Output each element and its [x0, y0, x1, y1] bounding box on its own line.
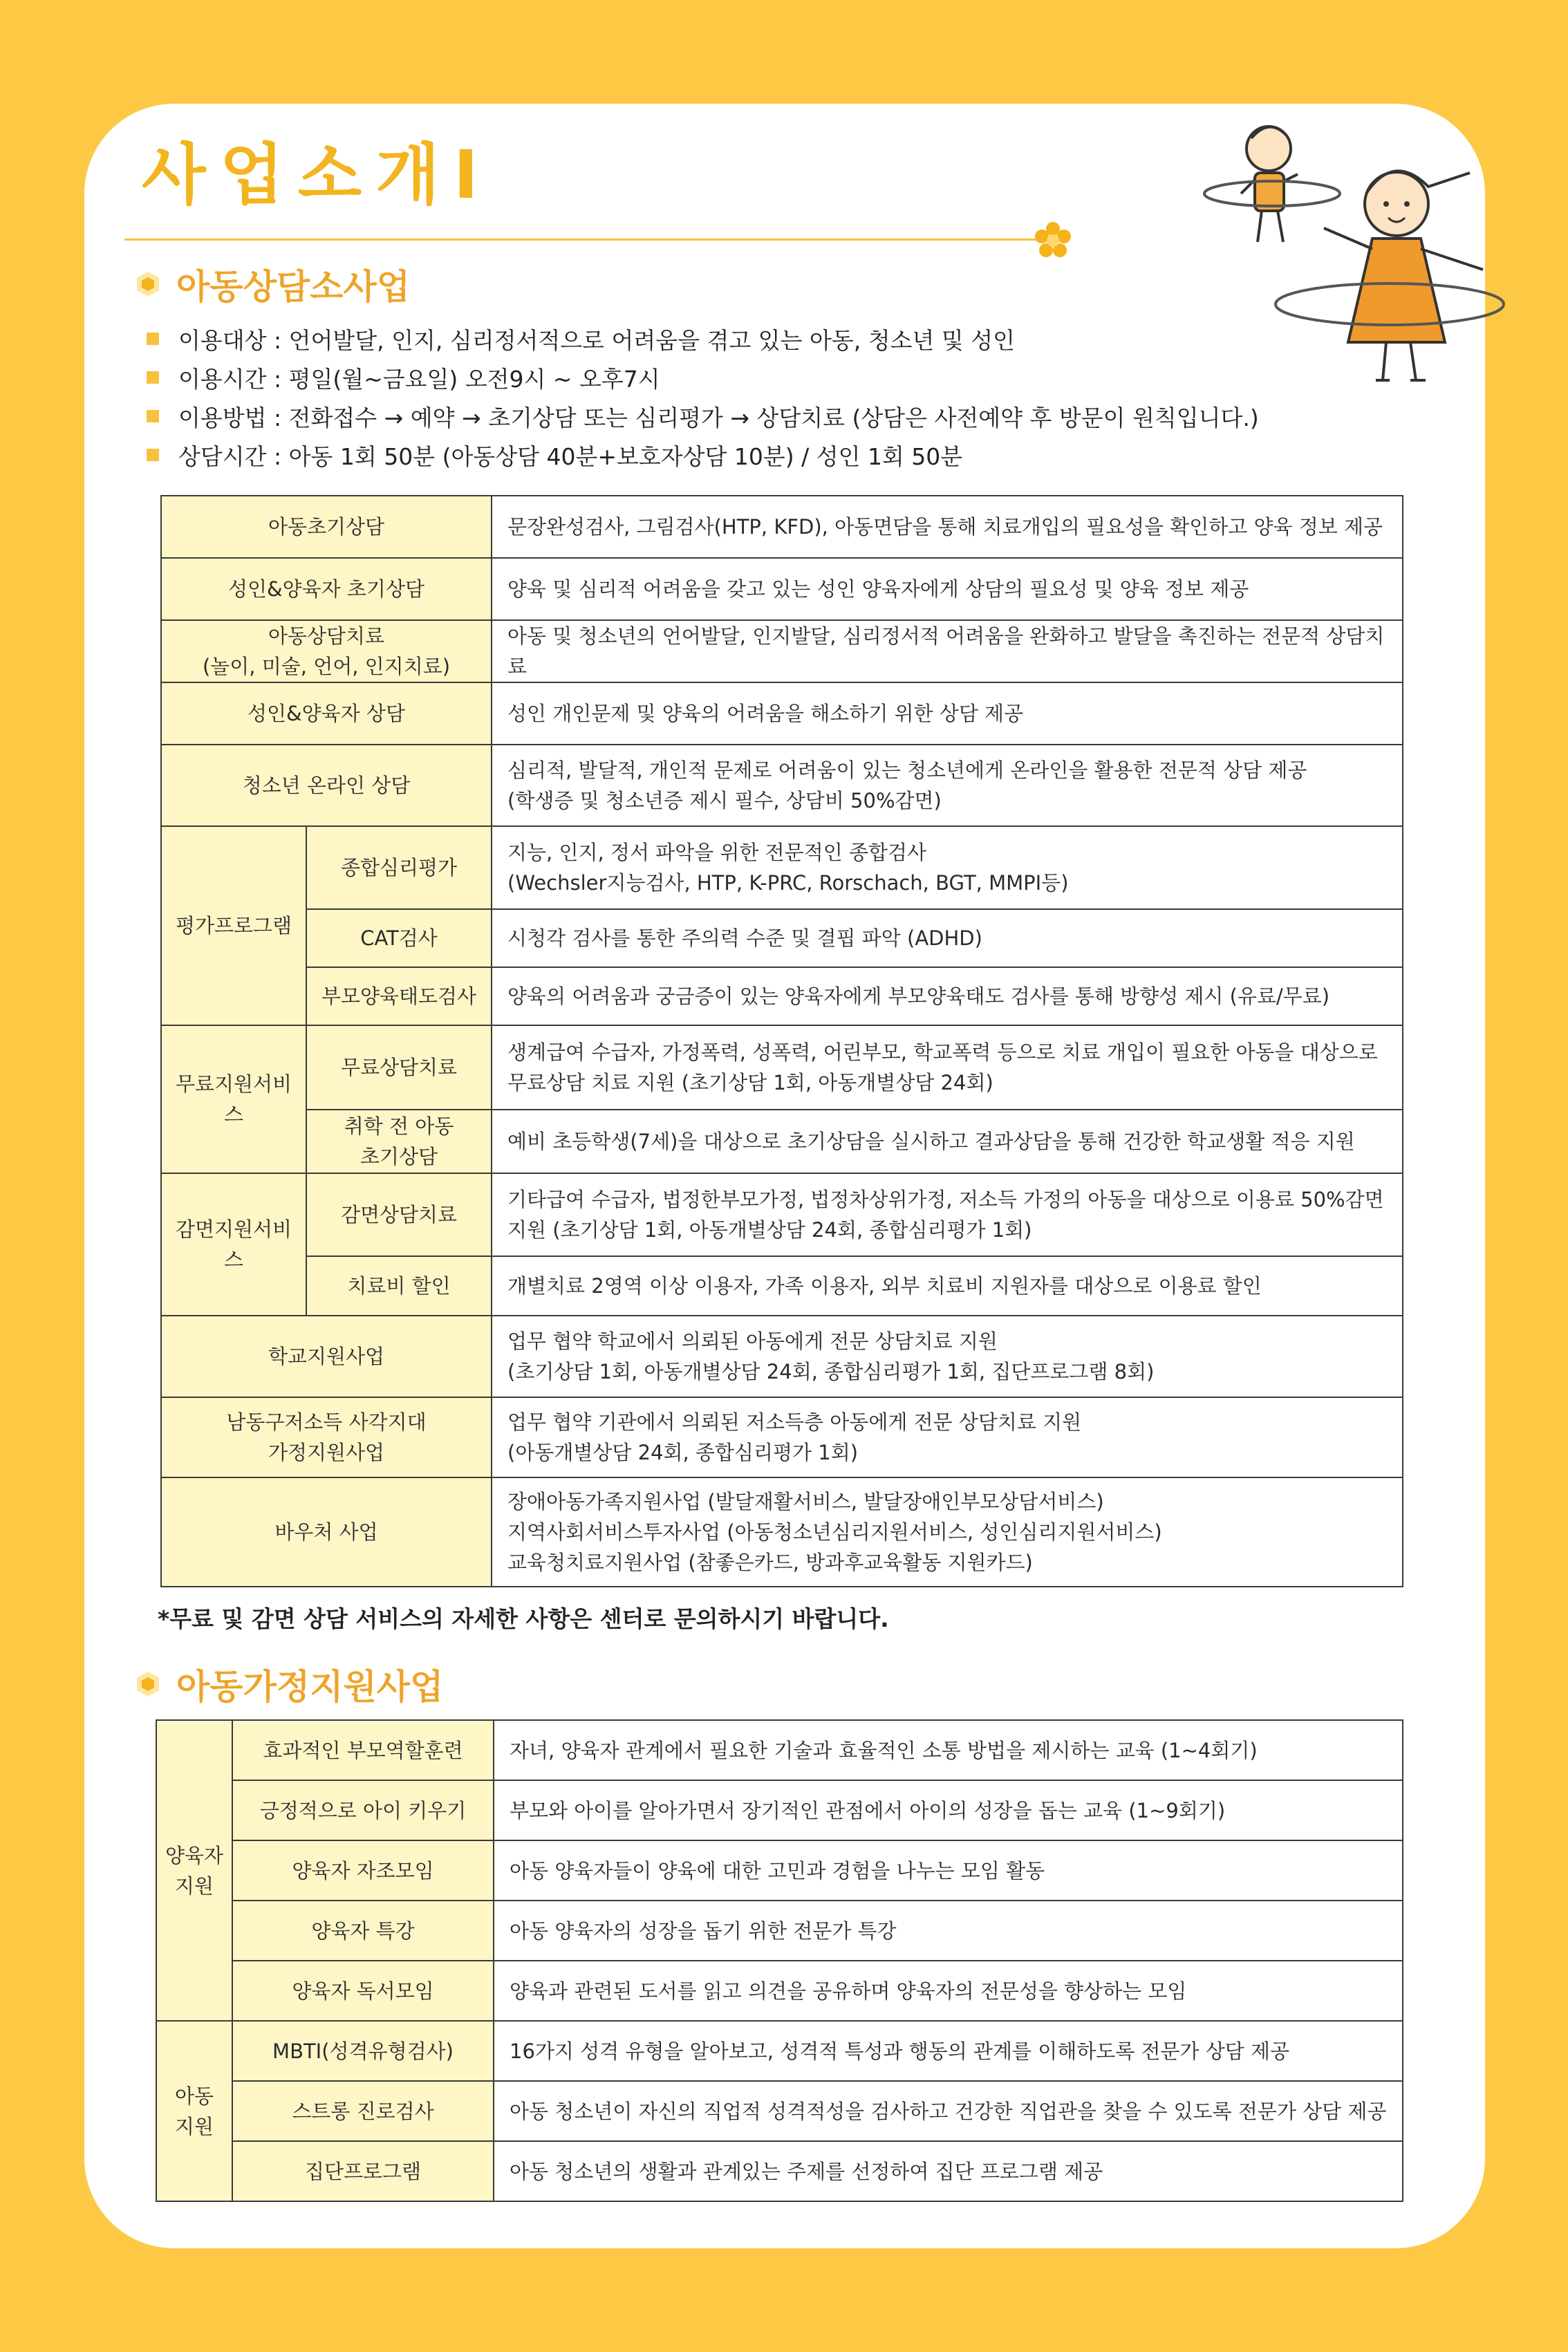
counseling-services-table — [160, 495, 1403, 1587]
service-description: 개별치료 2영역 이상 이용자, 가족 이용자, 외부 치료비 지원자를 대상으로 이용료 할인 — [492, 1256, 1403, 1316]
table-row — [161, 496, 1403, 558]
list-item — [147, 358, 1460, 397]
service-description: 업무 협약 기관에서 의뢰된 저소득층 아동에게 전문 상담치료 지원 (아동개별상담 24회, 종합심리평가 1회) — [492, 1397, 1403, 1477]
service-name: 학교지원사업 — [161, 1316, 492, 1397]
table-row — [156, 2081, 1403, 2141]
service-name: 아동초기상담 — [161, 496, 492, 558]
service-name: 바우처 사업 — [161, 1477, 492, 1587]
service-name: 성인&양육자 상담 — [161, 682, 492, 745]
program-name: 양육자 특강 — [232, 1901, 494, 1961]
hexagon-bullet-icon — [135, 1671, 161, 1697]
service-name: 성인&양육자 초기상담 — [161, 558, 492, 620]
service-group: 무료지원서비스 — [161, 1025, 306, 1173]
program-name: 스트롱 진로검사 — [232, 2081, 494, 2141]
section-heading-text: 아동가정지원사업 — [176, 1667, 444, 1707]
list-item — [147, 397, 1460, 436]
table-row — [161, 1256, 1403, 1316]
program-description: 아동 청소년이 자신의 직업적 성격적성을 검사하고 건강한 직업관을 찾을 수 있도록 전문가 상담 제공 — [494, 2081, 1403, 2141]
table-row — [161, 1110, 1403, 1173]
service-description: 심리적, 발달적, 개인적 문제로 어려움이 있는 청소년에게 온라인을 활용한 전문적 상담 제공 (학생증 및 청소년증 제시 필수, 상담비 50%감면) — [492, 745, 1403, 826]
service-group: 평가프로그램 — [161, 826, 306, 1025]
service-name: 무료상담치료 — [306, 1025, 492, 1110]
title-divider — [124, 239, 1044, 241]
service-name: CAT검사 — [306, 909, 492, 967]
program-name: 효과적인 부모역할훈련 — [232, 1720, 494, 1780]
section-heading-counseling — [135, 259, 410, 309]
program-description: 아동 양육자의 성장을 돕기 위한 전문가 특강 — [494, 1901, 1403, 1961]
table-row — [161, 1025, 1403, 1110]
page-title: 사업소개Ⅰ — [142, 136, 492, 214]
table-row — [161, 745, 1403, 826]
program-name: 양육자 자조모임 — [232, 1840, 494, 1901]
service-description: 장애아동가족지원사업 (발달재활서비스, 발달장애인부모상담서비스) 지역사회서비스투자사업 (아동청소년심리지원서비스, 성인심리지원서비스) 교육청치료지원사업 (참좋은카드, 방과후교육활동 지원카드) — [492, 1477, 1403, 1587]
service-name: 청소년 온라인 상담 — [161, 745, 492, 826]
table-row — [161, 1397, 1403, 1477]
service-name: 감면상담치료 — [306, 1173, 492, 1256]
table-row — [161, 826, 1403, 909]
table-row — [156, 1901, 1403, 1961]
service-name: 남동구저소득 사각지대 가정지원사업 — [161, 1397, 492, 1477]
table-row — [161, 682, 1403, 745]
program-description: 아동 양육자들이 양육에 대한 고민과 경험을 나누는 모임 활동 — [494, 1840, 1403, 1901]
service-name: 취학 전 아동 초기상담 — [306, 1110, 492, 1173]
table-row — [156, 1780, 1403, 1840]
service-description: 지능, 인지, 정서 파악을 위한 전문적인 종합검사 (Wechsler지능검사, HTP, K-PRC, Rorschach, BGT, MMPI등) — [492, 826, 1403, 909]
service-description: 양육의 어려움과 궁금증이 있는 양육자에게 부모양육태도 검사를 통해 방향성 제시 (유료/무료) — [492, 967, 1403, 1025]
table-row — [156, 1840, 1403, 1901]
service-group: 감면지원서비스 — [161, 1173, 306, 1316]
program-description: 자녀, 양육자 관계에서 필요한 기술과 효율적인 소통 방법을 제시하는 교육 (1~4회기) — [494, 1720, 1403, 1780]
service-description: 시청각 검사를 통한 주의력 수준 및 결핍 파악 (ADHD) — [492, 909, 1403, 967]
program-name: 긍정적으로 아이 키우기 — [232, 1780, 494, 1840]
service-name: 치료비 할인 — [306, 1256, 492, 1316]
square-bullet-icon — [147, 333, 159, 345]
support-group: 양육자 지원 — [156, 1720, 232, 2021]
program-description: 양육과 관련된 도서를 읽고 의견을 공유하며 양육자의 전문성을 향상하는 모임 — [494, 1961, 1403, 2021]
table-row — [156, 1961, 1403, 2021]
table-row — [161, 1173, 1403, 1256]
table-row — [161, 1477, 1403, 1587]
service-description: 업무 협약 학교에서 의뢰된 아동에게 전문 상담치료 지원 (초기상담 1회, 아동개별상담 24회, 종합심리평가 1회, 집단프로그램 8회) — [492, 1316, 1403, 1397]
program-description: 16가지 성격 유형을 알아보고, 성격적 특성과 행동의 관계를 이해하도록 전문가 상담 제공 — [494, 2021, 1403, 2081]
program-name: 집단프로그램 — [232, 2141, 494, 2201]
service-name: 아동상담치료 (놀이, 미술, 언어, 인지치료) — [161, 620, 492, 682]
program-description: 아동 청소년의 생활과 관계있는 주제를 선정하여 집단 프로그램 제공 — [494, 2141, 1403, 2201]
service-description: 양육 및 심리적 어려움을 갖고 있는 성인 양육자에게 상담의 필요성 및 양육 정보 제공 — [492, 558, 1403, 620]
list-item-text: 이용시간 : 평일(월~금요일) 오전9시 ~ 오후7시 — [178, 365, 660, 393]
table-row — [156, 2021, 1403, 2081]
service-name: 종합심리평가 — [306, 826, 492, 909]
square-bullet-icon — [147, 371, 159, 384]
hexagon-bullet-icon — [135, 271, 161, 297]
square-bullet-icon — [147, 410, 159, 422]
section-heading-text: 아동상담소사업 — [176, 267, 411, 307]
table-row — [161, 909, 1403, 967]
list-item-text: 이용방법 : 전화접수 → 예약 → 초기상담 또는 심리평가 → 상담치료 (상담은 사전예약 후 방문이 원칙입니다.) — [178, 404, 1259, 431]
footnote: *무료 및 감면 상담 서비스의 자세한 사항은 센터로 문의하시기 바랍니다. — [158, 1605, 889, 1632]
usage-info-list — [147, 319, 1460, 474]
table-row — [161, 967, 1403, 1025]
program-name: 양육자 독서모임 — [232, 1961, 494, 2021]
table-row — [161, 620, 1403, 682]
table-row — [156, 1720, 1403, 1780]
section-heading-family — [135, 1659, 443, 1709]
list-item-text: 상담시간 : 아동 1회 50분 (아동상담 40분+보호자상담 10분) / 성인 1회 50분 — [178, 442, 963, 470]
list-item — [147, 436, 1460, 474]
service-description: 예비 초등학생(7세)을 대상으로 초기상담을 실시하고 결과상담을 통해 건강한 학교생활 적응 지원 — [492, 1110, 1403, 1173]
square-bullet-icon — [147, 449, 159, 461]
table-row — [156, 2141, 1403, 2201]
service-name: 부모양육태도검사 — [306, 967, 492, 1025]
service-description: 기타급여 수급자, 법정한부모가정, 법정차상위가정, 저소득 가정의 아동을 대상으로 이용료 50%감면 지원 (초기상담 1회, 아동개별상담 24회, 종합심리평가 1회) — [492, 1173, 1403, 1256]
family-support-table — [156, 1719, 1403, 2202]
service-description: 아동 및 청소년의 언어발달, 인지발달, 심리정서적 어려움을 완화하고 발달을 촉진하는 전문적 상담치료 — [492, 620, 1403, 682]
program-name: MBTI(성격유형검사) — [232, 2021, 494, 2081]
list-item — [147, 319, 1460, 358]
program-description: 부모와 아이를 알아가면서 장기적인 관점에서 아이의 성장을 돕는 교육 (1~9회기) — [494, 1780, 1403, 1840]
table-row — [161, 1316, 1403, 1397]
support-group: 아동 지원 — [156, 2021, 232, 2201]
table-row — [161, 558, 1403, 620]
service-description: 생계급여 수급자, 가정폭력, 성폭력, 어린부모, 학교폭력 등으로 치료 개입이 필요한 아동을 대상으로 무료상담 치료 지원 (초기상담 1회, 아동개별상담 24회) — [492, 1025, 1403, 1110]
list-item-text: 이용대상 : 언어발달, 인지, 심리정서적으로 어려움을 겪고 있는 아동, 청소년 및 성인 — [178, 326, 1015, 354]
service-description: 성인 개인문제 및 양육의 어려움을 해소하기 위한 상담 제공 — [492, 682, 1403, 745]
service-description: 문장완성검사, 그림검사(HTP, KFD), 아동면담을 통해 치료개입의 필요성을 확인하고 양육 정보 제공 — [492, 496, 1403, 558]
flower-icon — [1034, 221, 1072, 260]
